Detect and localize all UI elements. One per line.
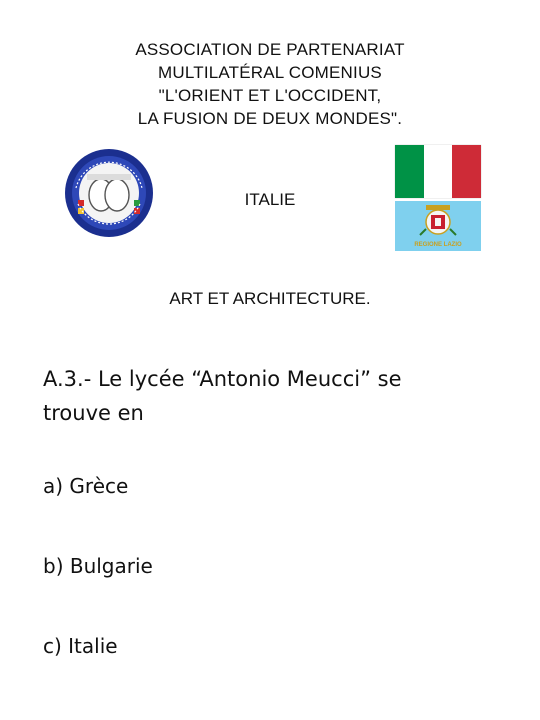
header-line-2: MULTILATÉRAL COMENIUS xyxy=(158,63,382,82)
answer-option-c[interactable]: c) Italie xyxy=(43,634,118,658)
flag-stripe-red xyxy=(452,145,481,198)
question-text xyxy=(43,362,513,430)
flag-stripe-green xyxy=(395,145,424,198)
subject-title: ART ET ARCHITECTURE. xyxy=(169,289,371,308)
document-header xyxy=(0,38,540,130)
answer-option-b[interactable]: b) Bulgarie xyxy=(43,554,153,578)
region-caption: REGIONE LAZIO xyxy=(414,242,462,248)
country-label: ITALIE xyxy=(244,190,296,209)
header-line-3: "L'ORIENT ET L'OCCIDENT, xyxy=(158,86,382,105)
question-line-2: trouve en xyxy=(43,401,144,425)
italy-flag-icon xyxy=(395,145,481,198)
regione-lazio-flag-icon xyxy=(395,201,481,251)
flag-stripe-white xyxy=(424,145,453,198)
header-line-4: LA FUSION DE DEUX MONDES". xyxy=(137,109,403,128)
question-line-1: A.3.- Le lycée “Antonio Meucci” se xyxy=(43,367,402,391)
answer-option-a[interactable]: a) Grèce xyxy=(43,474,129,498)
header-line-1: ASSOCIATION DE PARTENARIAT xyxy=(135,40,405,59)
